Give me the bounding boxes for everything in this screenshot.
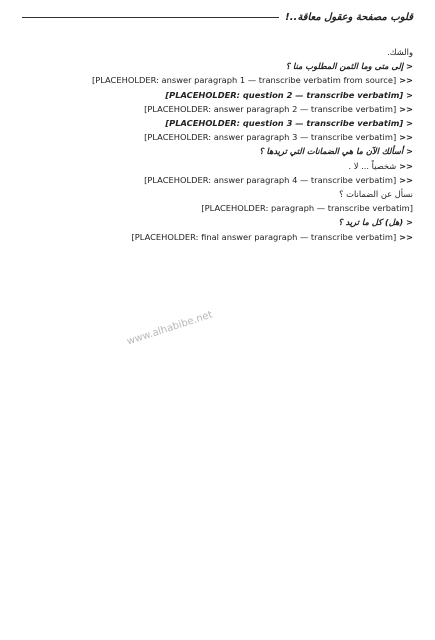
- question: < (هل) كل ما تريد ؟: [22, 216, 413, 229]
- paragraph: والشك.: [387, 47, 413, 57]
- paragraph: نسأل عن الضمانات ؟: [339, 189, 413, 200]
- answer: << شخصياً ... لا .: [22, 160, 413, 173]
- body-text: [22, 46, 413, 244]
- running-header-title: قلوب مصفحة وعقول معاقة..!: [285, 11, 413, 23]
- paragraph: [PLACEHOLDER: paragraph — transcribe verbatim]: [201, 203, 413, 214]
- question: < إلى متى وما الثمن المطلوب منا ؟: [22, 60, 413, 73]
- answer: << [PLACEHOLDER: final answer paragraph — transcribe verbatim]: [22, 231, 413, 244]
- answer: << [PLACEHOLDER: answer paragraph 4 — transcribe verbatim]: [22, 174, 413, 187]
- watermark: www.alhabibe.net: [125, 309, 214, 348]
- header-rule: [22, 17, 279, 18]
- question: < أسألك الآن ما هي الضمانات التي تريدها ؟: [22, 145, 413, 158]
- running-header: [22, 10, 413, 24]
- answer: << [PLACEHOLDER: answer paragraph 2 — transcribe verbatim]: [22, 103, 413, 116]
- answer: << [PLACEHOLDER: answer paragraph 1 — transcribe verbatim from source]: [22, 74, 413, 87]
- answer: << [PLACEHOLDER: answer paragraph 3 — transcribe verbatim]: [22, 131, 413, 144]
- question: < [PLACEHOLDER: question 2 — transcribe verbatim]: [22, 89, 413, 102]
- question: < [PLACEHOLDER: question 3 — transcribe verbatim]: [22, 117, 413, 130]
